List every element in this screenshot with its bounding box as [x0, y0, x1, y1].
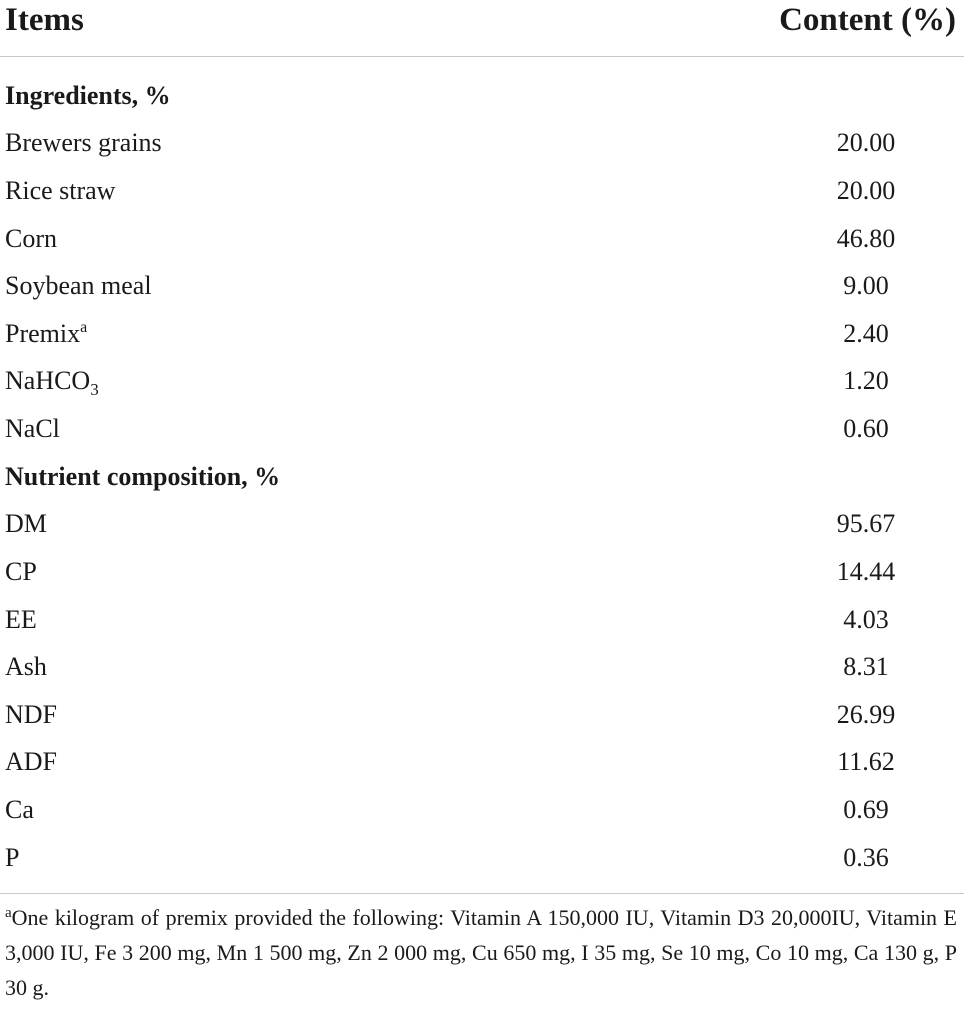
table-row: [0, 167, 964, 215]
table-row: [0, 643, 964, 691]
row-label: Rice straw: [5, 176, 116, 205]
row-label: NDF: [5, 700, 58, 729]
content-column-header: Content (%): [779, 2, 956, 38]
table-row: [0, 596, 964, 644]
row-label: Soybean meal: [5, 271, 152, 300]
row-value: 2.40: [843, 319, 889, 348]
row-value: 1.20: [843, 366, 889, 395]
row-value: 8.31: [843, 652, 889, 681]
row-value: 95.67: [836, 509, 896, 538]
row-label: NaCl: [5, 414, 60, 443]
row-label: EE: [5, 605, 37, 634]
table-row: [0, 548, 964, 596]
table-row: [0, 786, 964, 834]
row-value: 4.03: [843, 605, 889, 634]
table-row: [0, 357, 964, 405]
row-value: 46.80: [836, 224, 896, 253]
table-row: [0, 310, 964, 358]
items-column-header: Items: [5, 2, 84, 38]
section-header-nutrients: [0, 453, 964, 501]
table-footnote: [5, 900, 957, 1005]
row-value: 14.44: [836, 557, 896, 586]
row-value: 20.00: [836, 128, 896, 157]
row-value: 0.60: [843, 414, 889, 443]
row-label: ADF: [5, 747, 58, 776]
row-label: Corn: [5, 224, 57, 253]
row-label: Brewers grains: [5, 128, 162, 157]
row-label-with-footnote: [5, 310, 87, 358]
table-row: [0, 500, 964, 548]
row-label-with-subscript: [5, 357, 99, 405]
table-header: [0, 0, 964, 57]
subscript: 3: [90, 380, 99, 399]
row-label: CP: [5, 557, 37, 586]
row-label: Premix: [5, 319, 81, 348]
footnote-marker: a: [80, 319, 88, 336]
footnote-text: One kilogram of premix provided the following: Vitamin A 150,000 IU, Vitamin D3 20,000IU, Vitamin E 3,000 IU, Fe 3 200 mg, Mn 1 500 mg, Zn 2 000 mg, Cu 650 mg, I 35 mg, Se 10 mg, Co 10 mg, Ca 130 g, P 30 g.: [5, 905, 957, 1000]
row-label: Ca: [5, 795, 34, 824]
table-row: [0, 834, 964, 882]
section-title: Nutrient composition, %: [5, 462, 281, 491]
row-value: 0.69: [843, 795, 889, 824]
table-row: [0, 262, 964, 310]
table-row: [0, 691, 964, 739]
table-row: [0, 215, 964, 263]
row-value: 20.00: [836, 176, 896, 205]
table-row: [0, 405, 964, 453]
section-title: Ingredients, %: [5, 81, 171, 110]
row-label: Ash: [5, 652, 47, 681]
row-label: NaHCO: [5, 366, 91, 395]
row-label: DM: [5, 509, 47, 538]
footnote-marker: a: [5, 905, 12, 921]
row-value: 0.36: [843, 843, 889, 872]
table-row: [0, 119, 964, 167]
section-header-ingredients: [0, 72, 964, 120]
row-value: 9.00: [843, 271, 889, 300]
table-bottom-rule: [0, 893, 964, 894]
row-label: P: [5, 843, 20, 872]
row-value: 26.99: [836, 700, 896, 729]
table-row: [0, 738, 964, 786]
row-value: 11.62: [837, 747, 895, 776]
